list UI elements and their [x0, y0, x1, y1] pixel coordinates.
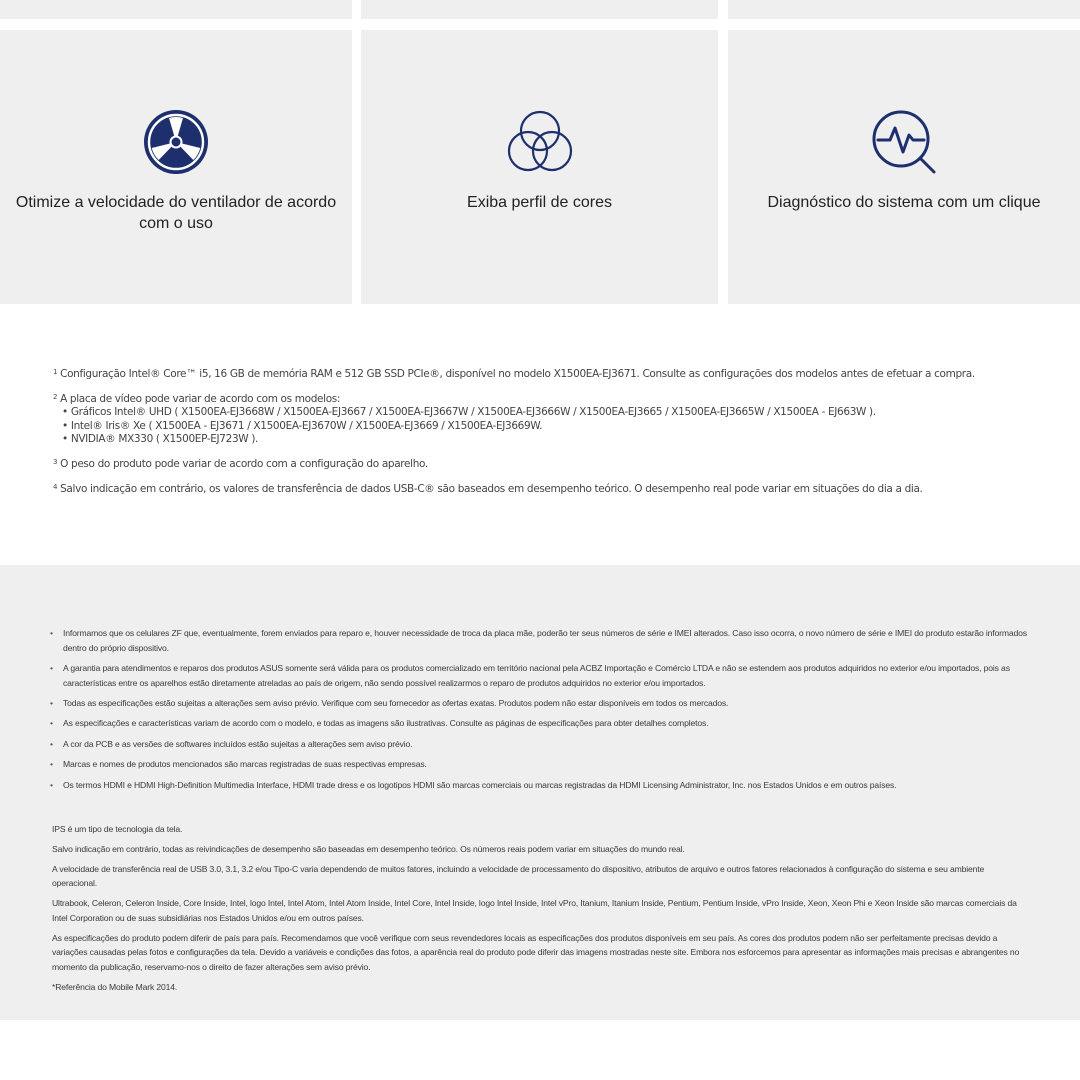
- legal-paragraph: IPS é um tipo de tecnologia da tela.: [52, 824, 183, 834]
- diagnostic-icon: [870, 108, 938, 176]
- feature-label: Diagnóstico do sistema com um clique: [767, 194, 1041, 211]
- legal-paragraphs: [52, 822, 1027, 1000]
- legal-section: [0, 565, 1080, 1020]
- legal-bullet: • A cor da PCB e as versões de softwares incluídos estão sujeitas a alterações sem aviso prévio.: [50, 737, 1035, 752]
- fan-icon: [142, 108, 210, 176]
- footnote-text: Configuração Intel® Core™ i5, 16 GB de memória RAM e 512 GB SSD PCIe®, disponível no modelo X1500EA-EJ3671. Consulte as configurações dos modelos antes de efetuar a compra.: [60, 368, 975, 380]
- top-tiles-strip: [0, 0, 1080, 19]
- top-tile: [728, 0, 1080, 19]
- footnote-text: A placa de vídeo pode variar de acordo com os modelos:: [60, 392, 341, 405]
- footnotes: [53, 366, 1033, 505]
- footnote-number: 3: [53, 457, 58, 466]
- feature-label: Exiba perfil de cores: [467, 194, 612, 211]
- legal-paragraph: Salvo indicação em contrário, todas as reivindicações de desempenho são baseadas em desempenho teórico. Os números reais podem variar em situações do mundo real.: [52, 844, 685, 854]
- footnote: [53, 481, 1033, 497]
- footnote: [53, 391, 1033, 447]
- footnote-text: O peso do produto pode variar de acordo com a configuração do aparelho.: [60, 457, 428, 470]
- footnote-subitem: • NVIDIA® MX330 ( X1500EP-EJ723W ).: [62, 433, 259, 446]
- legal-bullet: • As especificações e características variam de acordo com o modelo, e todas as imagens são ilustrativas. Consulte as páginas de especificações para obter detalhes completos.: [50, 716, 1035, 731]
- legal-paragraph: A velocidade de transferência real de USB 3.0, 3.1, 3.2 e/ou Tipo-C varia dependendo de muitos fatores, incluindo a velocidade de processamento do dispositivo, atributos de arquivo e outros fatores relacionados à configuração do sistema e seu ambiente operacional.: [52, 864, 985, 889]
- footnote-subitem: • Intel® Iris® Xe ( X1500EA - EJ3671 / X1500EA-EJ3670W / X1500EA-EJ3669 / X1500EA-EJ3669W.: [62, 419, 543, 432]
- legal-paragraph: Ultrabook, Celeron, Celeron Inside, Core Inside, Intel, logo Intel, Intel Atom, Intel Atom Inside, Intel Core, Intel Inside, logo Intel Inside, Intel vPro, Itanium, Itanium Inside, Pentium, Pentium Inside, vPro Inside, Xeon, Xeon Phi e Xeon Inside são marcas comerciais da Intel Corporation ou de suas subsidiárias nos Estados Unidos e/ou em outros países.: [52, 898, 1017, 923]
- footnote: [53, 366, 1033, 382]
- feature-label: Otimize a velocidade do ventilador de acordo com o uso: [15, 194, 337, 232]
- top-tile: [361, 0, 718, 19]
- legal-bullet: • A garantia para atendimentos e reparos dos produtos ASUS somente será válida para os produtos comercializado em território nacional pela ACBZ Importação e Comércio LTDA e não se estendem aos produtos adquiridos no exterior e/ou importados, pois as características entre os aparelhos estão diretamente atreladas ao país de origem, não sendo possível realizarmos o reparo de produtos adquiridos no exterior e/ou importados.: [50, 661, 1035, 690]
- color-profile-icon: [506, 108, 574, 176]
- footnote-subitem: • Gráficos Intel® UHD ( X1500EA-EJ3668W / X1500EA-EJ3667 / X1500EA-EJ3667W / X1500EA-EJ3666W / X1500EA-EJ3665 / X1500EA-EJ3665W / X1500EA - EJ663W ).: [62, 406, 876, 419]
- legal-bullet: • Marcas e nomes de produtos mencionados são marcas registradas de suas respectivas empresas.: [50, 757, 1035, 772]
- footnote-number: 2: [53, 392, 58, 401]
- top-tile: [0, 0, 352, 19]
- feature-tile-fan: [0, 30, 352, 304]
- legal-bullet: • Todas as especificações estão sujeitas a alterações sem aviso prévio. Verifique com seu fornecedor as ofertas exatas. Produtos podem não estar disponíveis em todos os mercados.: [50, 696, 1035, 711]
- legal-paragraph: *Referência do Mobile Mark 2014.: [52, 981, 178, 992]
- feature-tile-diagnostic: [728, 30, 1080, 304]
- legal-bullet-list: [50, 626, 1035, 798]
- legal-bullet: • Informamos que os celulares ZF que, eventualmente, forem enviados para reparo e, houver necessidade de troca da placa mãe, poderão ter seus números de série e IMEI alterados. Caso isso ocorra, o novo número de série e IMEI do produto estarão informados dentro do próprio dispositivo.: [50, 626, 1035, 655]
- feature-tiles: [0, 30, 1080, 304]
- footnote: [53, 456, 1033, 472]
- legal-bullet: • Os termos HDMI e HDMI High-Definition Multimedia Interface, HDMI trade dress e os logotipos HDMI são marcas comerciais ou marcas registradas da HDMI Licensing Administrator, Inc. nos Estados Unidos e em outros países.: [50, 778, 1035, 793]
- footnote-number: 4: [53, 482, 58, 491]
- footnote-text: Salvo indicação em contrário, os valores de transferência de dados USB-C® são baseados em desempenho teórico. O desempenho real pode variar em situações do dia a dia.: [60, 482, 923, 495]
- feature-tile-color-profile: [361, 30, 718, 304]
- legal-paragraph: As especificações do produto podem diferir de país para país. Recomendamos que você verifique com seus revendedores locais as especificações dos produtos disponíveis em seu país. As cores dos produtos podem não ser perfeitamente precisas devido a variações causadas pelas fotos e configurações da tela. Devido a variáveis e condições das fotos, a aparência real do produto pode diferir das imagens mostradas neste site. Embora nos esforcemos para apresentar as informações mais precisas e abrangentes no momento da publicação, reservamo-nos o direito de fazer alterações sem aviso prévio.: [52, 932, 1020, 972]
- footnote-number: 1: [53, 368, 58, 376]
